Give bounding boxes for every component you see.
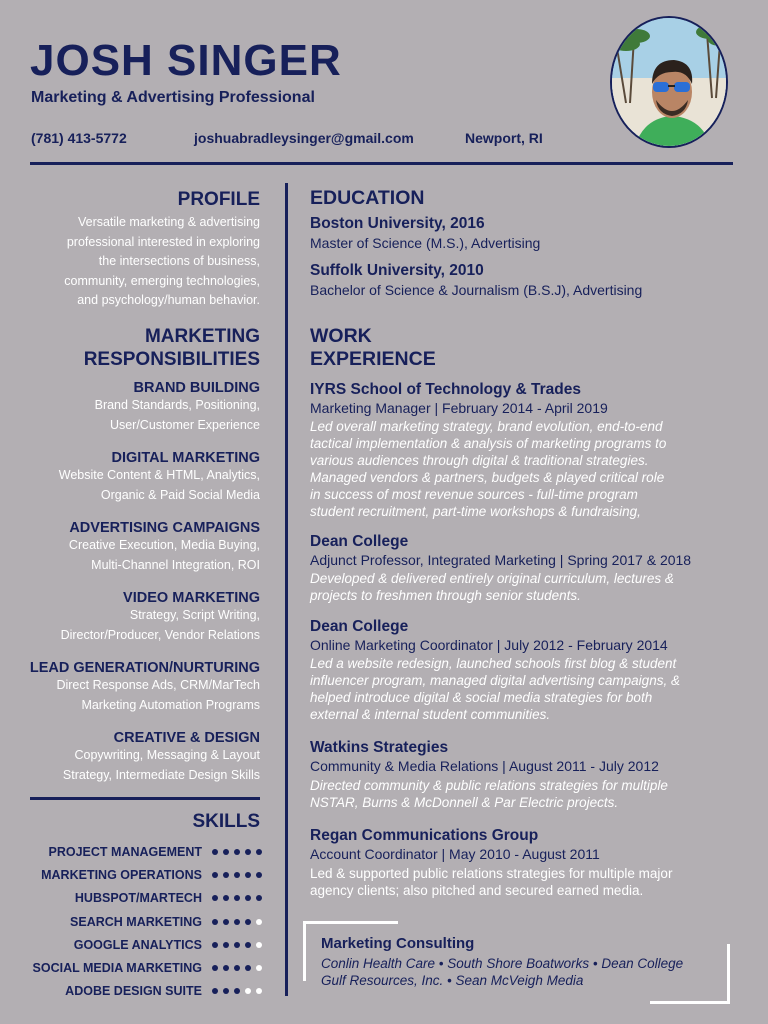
- job-desc-line: various audiences through digital & traditional strategies.: [310, 453, 649, 468]
- responsibilities-title: [84, 325, 260, 371]
- skill-row: [10, 843, 262, 861]
- skill-row: [10, 982, 262, 1000]
- profile-line: and psychology/human behavior.: [77, 293, 260, 307]
- profile-section: [64, 188, 260, 311]
- responsibility-line: Strategy, Intermediate Design Skills: [62, 767, 260, 782]
- responsibility-line: Brand Standards, Positioning,: [94, 398, 260, 412]
- rating-dot-filled: [245, 849, 251, 855]
- responsibility-line: User/Customer Experience: [109, 417, 260, 432]
- profile-text: [64, 213, 260, 311]
- responsibility-line: Multi-Channel Integration, ROI: [91, 557, 260, 572]
- rating-dot-filled: [245, 872, 251, 878]
- job-role: Community & Media Relations | August 2011 - July 2012: [310, 758, 659, 774]
- skill-rating-dots: [212, 895, 262, 901]
- responsibility-line: Marketing Automation Programs: [81, 697, 260, 712]
- rating-dot-filled: [256, 895, 262, 901]
- job-desc-line: agency clients; also pitched and secured earned media.: [310, 883, 644, 898]
- contact-location: Newport, RI: [465, 130, 543, 146]
- job-desc-line: Led & supported public relations strategies for multiple major: [310, 866, 673, 881]
- job-description: [310, 777, 668, 811]
- rating-dot-filled: [234, 988, 240, 994]
- responsibility-line: Copywriting, Messaging & Layout: [74, 748, 260, 762]
- rating-dot-filled: [234, 965, 240, 971]
- consulting-title: Marketing Consulting: [321, 935, 475, 952]
- rating-dot-filled: [256, 849, 262, 855]
- responsibility-line: Organic & Paid Social Media: [100, 487, 260, 502]
- education-school: Suffolk University, 2010: [310, 262, 484, 279]
- responsibility-title: VIDEO MARKETING: [123, 590, 260, 606]
- job-entry: [310, 381, 666, 520]
- education-title: EDUCATION: [310, 187, 425, 209]
- skill-rating-dots: [212, 942, 262, 948]
- skill-name: SEARCH MARKETING: [70, 914, 202, 929]
- job-desc-line: helped introduce digital & social media strategies for both: [310, 690, 653, 705]
- job-description: [310, 655, 680, 723]
- skill-row: [10, 866, 262, 884]
- skill-rating-dots: [212, 872, 262, 878]
- responsibilities-title-line1: MARKETING: [144, 326, 260, 347]
- rating-dot-filled: [212, 895, 218, 901]
- resume-name: JOSH SINGER: [30, 36, 342, 85]
- job-org: Regan Communications Group: [310, 827, 539, 844]
- education-section: [310, 187, 424, 210]
- job-desc-line: external & internal student communities.: [310, 707, 551, 722]
- responsibility-item: [63, 730, 260, 785]
- header-divider: [30, 162, 733, 165]
- job-role: Account Coordinator | May 2010 - August 2011: [310, 846, 600, 862]
- rating-dot-empty: [256, 988, 262, 994]
- job-org: Dean College: [310, 533, 409, 550]
- skills-divider: [30, 797, 260, 800]
- job-desc-line: NSTAR, Burns & McDonnell & Par Electric projects.: [310, 795, 619, 810]
- consulting-line: Gulf Resources, Inc. • Sean McVeigh Media: [321, 973, 584, 988]
- rating-dot-filled: [234, 895, 240, 901]
- job-desc-line: in success of most revenue sources - full-time program: [310, 487, 638, 502]
- job-desc-line: Led overall marketing strategy, brand evolution, end-to-end: [310, 419, 663, 434]
- skill-row: [10, 913, 262, 931]
- job-description: [310, 570, 691, 604]
- skill-row: [10, 959, 262, 977]
- responsibility-item: [30, 660, 260, 715]
- education-school: Boston University, 2016: [310, 215, 485, 232]
- consulting-line: Conlin Health Care • South Shore Boatworks • Dean College: [321, 956, 684, 971]
- rating-dot-empty: [245, 988, 251, 994]
- work-title-line2: EXPERIENCE: [310, 348, 436, 370]
- skill-rating-dots: [212, 919, 262, 925]
- profile-line: the intersections of business,: [98, 254, 260, 268]
- responsibility-title: LEAD GENERATION/NURTURING: [29, 660, 260, 676]
- profile-title: PROFILE: [177, 189, 260, 210]
- skill-name: PROJECT MANAGEMENT: [48, 845, 202, 859]
- contact-email: joshuabradleysinger@gmail.com: [194, 130, 414, 146]
- rating-dot-filled: [245, 965, 251, 971]
- skill-name: HUBSPOT/MARTECH: [74, 891, 202, 906]
- job-entry: [310, 827, 672, 899]
- job-org: Dean College: [310, 618, 409, 635]
- job-role: Marketing Manager | February 2014 - April 2019: [310, 400, 608, 416]
- skill-row: [10, 889, 262, 907]
- rating-dot-filled: [223, 895, 229, 901]
- responsibility-line: Direct Response Ads, CRM/MarTech: [56, 678, 260, 692]
- skill-rating-dots: [212, 988, 262, 994]
- work-title: [310, 325, 436, 371]
- responsibility-line: Director/Producer, Vendor Relations: [60, 627, 260, 642]
- skills-title-text: SKILLS: [192, 811, 260, 832]
- skill-rating-dots: [212, 965, 262, 971]
- rating-dot-filled: [212, 988, 218, 994]
- job-entry: [310, 533, 691, 604]
- rating-dot-empty: [256, 965, 262, 971]
- rating-dot-filled: [234, 849, 240, 855]
- rating-dot-filled: [212, 965, 218, 971]
- rating-dot-filled: [256, 872, 262, 878]
- rating-dot-filled: [234, 872, 240, 878]
- job-role: Adjunct Professor, Integrated Marketing | Spring 2017 & 2018: [310, 552, 692, 568]
- consulting-section: [321, 935, 683, 989]
- job-description: [310, 418, 666, 520]
- rating-dot-filled: [223, 919, 229, 925]
- responsibility-item: [95, 380, 260, 435]
- responsibility-title: ADVERTISING CAMPAIGNS: [69, 520, 260, 536]
- rating-dot-empty: [256, 942, 262, 948]
- job-desc-line: Led a website redesign, launched schools first blog & student: [310, 656, 677, 671]
- profile-line: Versatile marketing & advertising: [77, 215, 260, 229]
- rating-dot-filled: [245, 895, 251, 901]
- skill-row: [10, 936, 262, 954]
- rating-dot-filled: [212, 919, 218, 925]
- column-divider: [285, 183, 288, 996]
- responsibility-line: Strategy, Script Writing,: [129, 608, 260, 622]
- education-degree: Bachelor of Science & Journalism (B.S.J), Advertising: [310, 282, 643, 298]
- job-desc-line: projects to freshmen through senior students.: [310, 588, 581, 603]
- rating-dot-filled: [223, 965, 229, 971]
- job-desc-line: Developed & delivered entirely original curriculum, lectures &: [310, 571, 674, 586]
- skill-name: SOCIAL MEDIA MARKETING: [32, 961, 202, 975]
- job-description: [310, 865, 672, 899]
- job-entry: [310, 618, 680, 723]
- profile-line: community, emerging technologies,: [64, 273, 260, 288]
- education-degree: Master of Science (M.S.), Advertising: [310, 235, 541, 251]
- consulting-clients: [321, 955, 683, 989]
- rating-dot-filled: [212, 872, 218, 878]
- job-desc-line: student recruitment, part-time workshops & fundraising,: [310, 504, 641, 519]
- job-desc-line: Managed vendors & partners, budgets & played critical role: [310, 470, 665, 485]
- rating-dot-filled: [245, 942, 251, 948]
- skill-name: GOOGLE ANALYTICS: [73, 937, 202, 952]
- job-desc-line: tactical implementation & analysis of marketing programs to: [310, 436, 667, 451]
- rating-dot-filled: [234, 942, 240, 948]
- skill-rating-dots: [212, 849, 262, 855]
- responsibility-line: Website Content & HTML, Analytics,: [58, 468, 260, 482]
- skill-name: ADOBE DESIGN SUITE: [65, 984, 202, 999]
- rating-dot-filled: [223, 849, 229, 855]
- work-title-line1: WORK: [310, 325, 372, 347]
- rating-dot-filled: [234, 919, 240, 925]
- job-desc-line: influencer program, managed digital advertising campaigns, &: [310, 673, 680, 688]
- responsibility-title: BRAND BUILDING: [133, 380, 260, 396]
- skill-name: MARKETING OPERATIONS: [41, 868, 202, 883]
- education-item: [310, 262, 642, 298]
- contact-phone: (781) 413-5772: [31, 130, 127, 146]
- rating-dot-filled: [212, 942, 218, 948]
- job-org: Watkins Strategies: [310, 739, 449, 756]
- responsibility-title: CREATIVE & DESIGN: [113, 730, 260, 746]
- profile-line: professional interested in exploring: [66, 234, 260, 249]
- responsibility-line: Creative Execution, Media Buying,: [68, 538, 260, 552]
- job-org: IYRS School of Technology & Trades: [310, 381, 582, 398]
- job-entry: [310, 739, 668, 811]
- responsibility-item: [61, 590, 260, 645]
- profile-photo: [610, 16, 728, 148]
- rating-dot-filled: [223, 988, 229, 994]
- rating-dot-filled: [223, 872, 229, 878]
- resume-tagline: Marketing & Advertising Professional: [31, 89, 315, 106]
- responsibility-item: [69, 520, 260, 575]
- skills-title: [192, 810, 260, 833]
- education-item: [310, 215, 540, 251]
- job-desc-line: Directed community & public relations strategies for multiple: [310, 778, 668, 793]
- rating-dot-empty: [256, 919, 262, 925]
- rating-dot-filled: [212, 849, 218, 855]
- rating-dot-filled: [245, 919, 251, 925]
- responsibility-item: [59, 450, 260, 505]
- job-role: Online Marketing Coordinator | July 2012 - February 2014: [310, 637, 668, 653]
- responsibility-title: DIGITAL MARKETING: [111, 450, 260, 466]
- rating-dot-filled: [223, 942, 229, 948]
- responsibilities-title-line2: RESPONSIBILITIES: [83, 349, 260, 370]
